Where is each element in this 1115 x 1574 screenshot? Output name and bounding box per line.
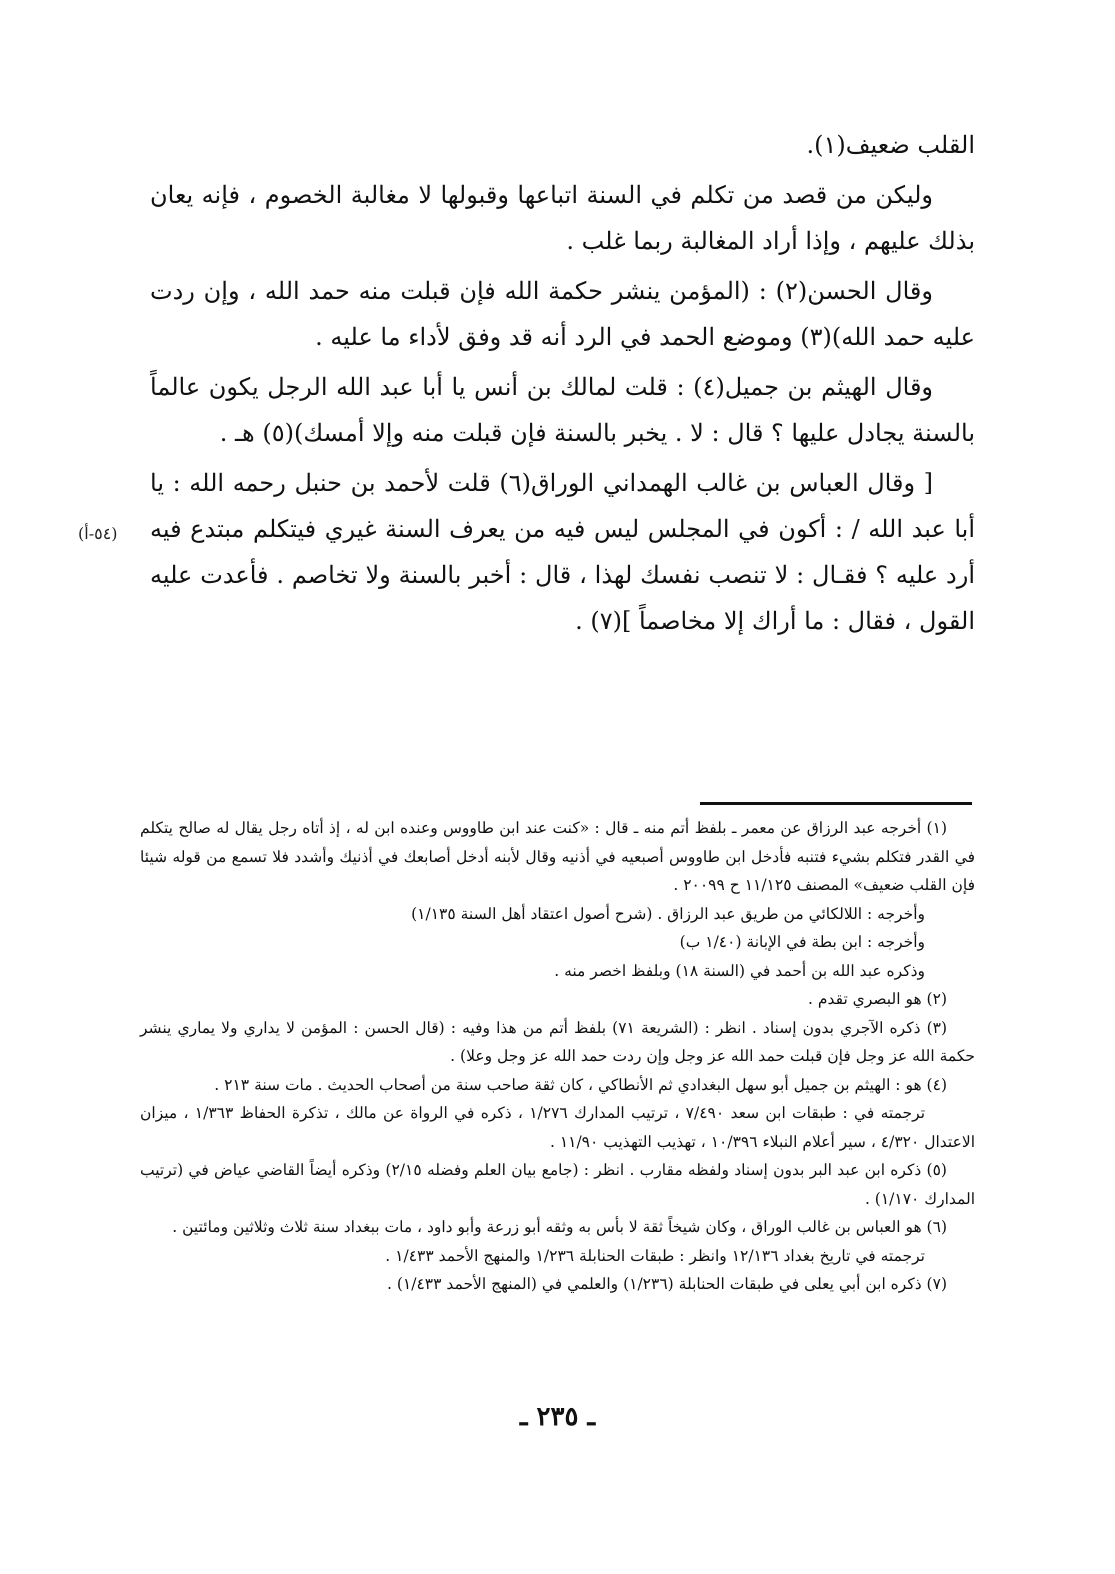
footnote: وأخرجه : ابن بطة في الإبانة (١/٤٠ ب) — [679, 933, 925, 951]
footnote: (١) أخرجه عبد الرزاق عن معمر ـ بلفظ أتم منه ـ قال : «كنت عند ابن طاووس وعنده ابن له ، إذ أتاه رجل يقال له صالح يتكلم في القدر فتكلم بشيء فتنبه فأدخل ابن طاووس أصبعيه في أذنيه وقال لأبنه أدخل أصابعك في أذنيك وأشدد فلا تسمع من قوله شيئا فإن القلب ضعيف» المصنف ١١/١٢٥ ح ٢٠٠٩٩ . — [140, 819, 975, 894]
footnote: (٤) هو : الهيثم بن جميل أبو سهل البغدادي ثم الأنطاكي ، كان ثقة صاحب سنة من أصحاب الحديث . مات سنة ٢١٣ . — [214, 1075, 947, 1094]
paragraph-2: وليكن من قصد من تكلم في السنة اتباعها وقبولها لا مغالبة الخصوم ، فإنه يعان بذلك عليهم ، وإذا أراد المغالبة ربما غلب . — [150, 181, 975, 255]
footnote-divider — [700, 802, 972, 805]
footnote: وأخرجه : اللالكائي من طريق عبد الرزاق . (شرح أصول اعتقاد أهل السنة ١/١٣٥) — [411, 904, 925, 923]
paragraph-4: وقال الهيثم بن جميل(٤) : قلت لمالك بن أنس يا أبا عبد الله الرجل يكون عالماً بالسنة يجادل عليها ؟ قال : لا . يخبر بالسنة فإن قبلت منه وإلا أمسك)(٥) هـ . — [150, 373, 975, 447]
footnote: وذكره عبد الله بن أحمد في (السنة ١٨) وبلفظ اخصر منه . — [554, 961, 925, 980]
paragraph-1: القلب ضعيف(١). — [806, 131, 975, 159]
footnote: ترجمته في : طبقات ابن سعد ٧/٤٩٠ ، ترتيب المدارك ١/٢٧٦ ، ذكره في الرواة عن مالك ، تذكرة الحفاظ ١/٣٦٣ ، ميزان الاعتدال ٤/٣٢٠ ، سير أعلام النبلاء ١٠/٣٩٦ ، تهذيب التهذيب ١١/٩٠ . — [140, 1104, 975, 1151]
footnote: (٣) ذكره الآجري بدون إسناد . انظر : (الشريعة ٧١) بلفظ أتم من هذا وفيه : (قال الحسن : المؤمن لا يداري ولا يماري ينشر حكمة الله عز وجل فإن قبلت حمد الله عز وجل وإن ردت حمد الله عز وجل وعلا) . — [140, 1018, 975, 1065]
paragraph-3: وقال الحسن(٢) : (المؤمن ينشر حكمة الله فإن قبلت منه حمد الله ، وإن ردت عليه حمد الله)(٣) وموضع الحمد في الرد أنه قد وفق لأداء ما عليه . — [150, 277, 975, 351]
footnote: ترجمته في تاريخ بغداد ١٢/١٣٦ وانظر : طبقات الحنابلة ١/٢٣٦ والمنهج الأحمد ١/٤٣٣ . — [385, 1246, 925, 1265]
manuscript-folio-note: (٥٤-أ) — [78, 524, 118, 543]
footnote: (٧) ذكره ابن أبي يعلى في طبقات الحنابلة (١/٢٣٦) والعلمي في (المنهج الأحمد ١/٤٣٣) . — [386, 1275, 947, 1293]
paragraph-5: [ وقال العباس بن غالب الهمداني الوراق(٦) قلت لأحمد بن حنبل رحمه الله : يا أبا عبد الله / : أكون في المجلس ليس فيه من يعرف السنة غيري فيتكلم مبتدع فيه أرد عليه ؟ فقـال : لا تنصب نفسك لهذا ، قال : أخبر بالسنة ولا تخاصم . فأعدت عليه القول ، فقال : ما أراك إلا مخاصماً ](٧) . — [150, 469, 975, 635]
main-text — [150, 122, 975, 648]
footnote: (٦) هو العباس بن غالب الوراق ، وكان شيخاً ثقة لا بأس به وثقه أبو زرعة وأبو داود ، مات ببغداد سنة ثلاث وثلاثين ومائتين . — [172, 1218, 947, 1236]
page-number: ـ ٢٣٥ ـ — [519, 1402, 596, 1432]
footnote: (٢) هو البصري تقدم . — [808, 990, 947, 1008]
footnotes — [140, 814, 975, 1299]
footnote: (٥) ذكره ابن عبد البر بدون إسناد ولفظه مقارب . انظر : (جامع بيان العلم وفضله ٢/١٥) وذكره أيضاً القاضي عياض في (ترتيب المدارك ١/١٧٠) . — [140, 1161, 975, 1208]
